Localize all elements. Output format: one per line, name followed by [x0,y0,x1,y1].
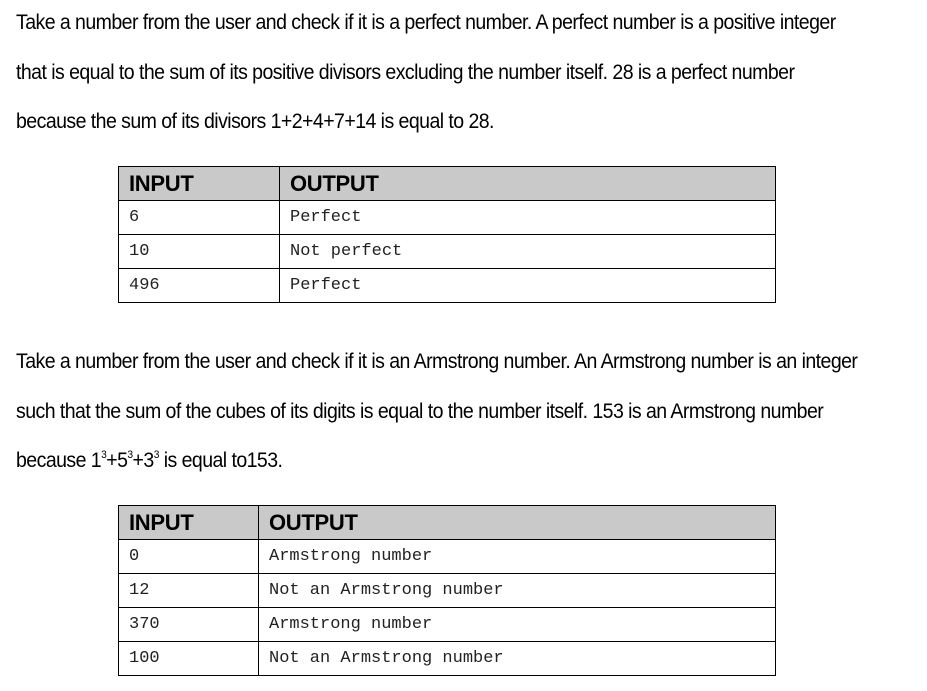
table-row [119,574,776,608]
output-cell: Not an Armstrong number [259,642,776,676]
armstrong-number-table [118,505,776,676]
line3-after: is equal to153. [158,449,283,472]
line3-mid2: +3 [132,449,154,472]
output-column-header: OUTPUT [280,167,776,201]
input-cell: 370 [119,608,259,642]
line3-before: because 1 [16,449,102,472]
armstrong-number-description [16,337,858,486]
output-cell: Not an Armstrong number [259,574,776,608]
output-cell: Armstrong number [259,540,776,574]
input-cell: 0 [119,540,259,574]
perfect-description-line-3: because the sum of its divisors 1+2+4+7+14 is equal to 28. [16,110,494,133]
armstrong-description-line-1: Take a number from the user and check if it is an Armstrong number. An Armstrong number is an integer [16,350,858,373]
output-cell: Perfect [280,201,776,235]
perfect-number-table [118,166,776,303]
input-column-header: INPUT [119,506,259,540]
table-row [119,608,776,642]
table-row [119,642,776,676]
table-header-row [119,167,776,201]
output-cell: Armstrong number [259,608,776,642]
perfect-description-line-2: that is equal to the sum of its positive divisors excluding the number itself. 28 is a perfect number [16,60,795,84]
input-cell: 100 [119,642,259,676]
output-cell: Perfect [280,269,776,303]
exponent: 3 [127,449,133,461]
perfect-description-line-1: Take a number from the user and check if it is a perfect number. A perfect number is a positive integer [16,11,836,34]
table-row [119,235,776,269]
perfect-number-description [16,0,853,147]
line3-mid1: +5 [106,449,128,472]
input-cell: 12 [119,574,259,608]
exponent: 3 [101,449,107,461]
armstrong-description-line-3 [16,436,853,486]
input-column-header: INPUT [119,167,280,201]
exponent: 3 [153,449,159,461]
table-row [119,540,776,574]
table-row [119,201,776,235]
armstrong-description-line-2: such that the sum of the cubes of its digits is equal to the number itself. 153 is an Armstrong number [16,399,824,423]
output-column-header: OUTPUT [259,506,776,540]
input-cell: 6 [119,201,280,235]
output-cell: Not perfect [280,235,776,269]
table-header-row [119,506,776,540]
input-cell: 496 [119,269,280,303]
input-cell: 10 [119,235,280,269]
table-row [119,269,776,303]
